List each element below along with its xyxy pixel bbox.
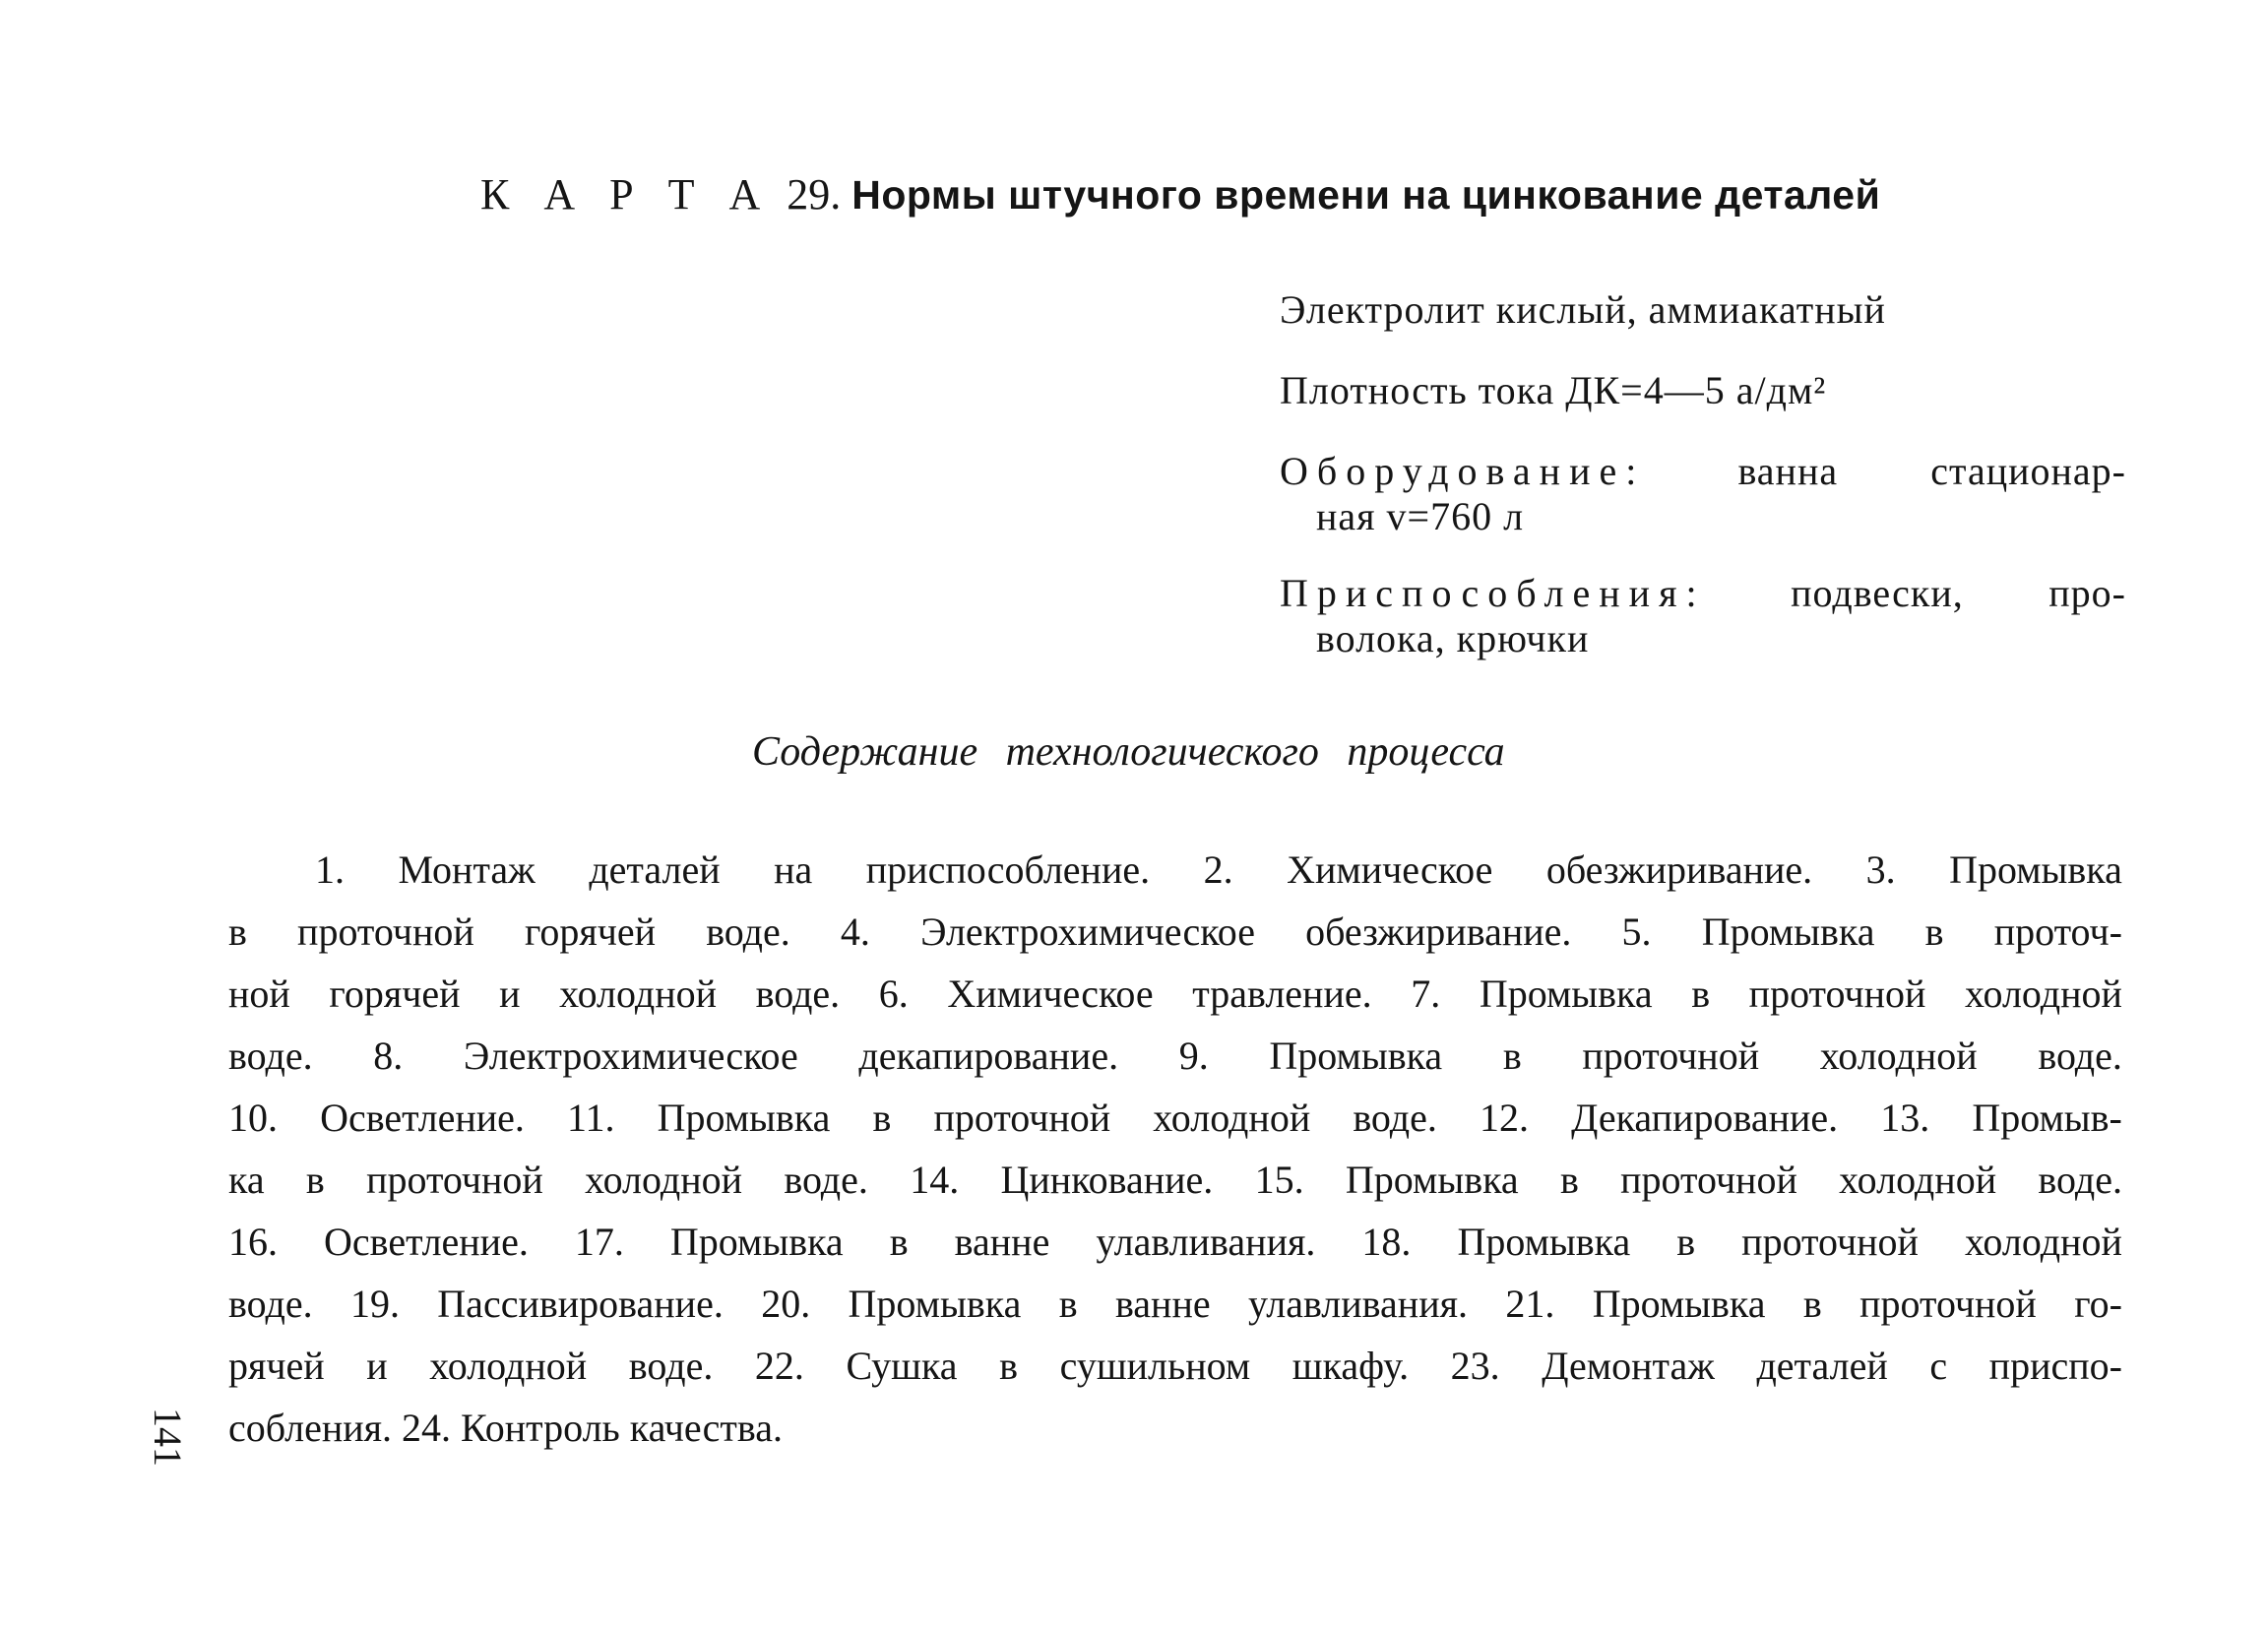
process-word: 1. (315, 847, 345, 892)
process-line (228, 1211, 2122, 1273)
process-word: ванне (954, 1220, 1050, 1264)
process-word: го- (2074, 1282, 2122, 1326)
process-word: Промывка (669, 1220, 844, 1264)
process-word: Промывка (1269, 1033, 1443, 1078)
process-word: холодной (429, 1344, 588, 1388)
process-word: проточной (1859, 1282, 2037, 1326)
process-word: Промывка (1345, 1158, 1519, 1202)
process-word: Химическое (947, 971, 1154, 1016)
process-word: проточной (1748, 971, 1926, 1016)
process-word: Промыв- (1972, 1096, 2122, 1140)
process-word: 2. (1203, 847, 1233, 892)
process-word: в (999, 1344, 1019, 1388)
process-word: горячей (329, 971, 461, 1016)
process-word: в (1559, 1158, 1579, 1202)
process-word: Промывка (1479, 971, 1653, 1016)
process-word: 22. (754, 1344, 804, 1388)
process-word: 9. (1178, 1033, 1209, 1078)
process-word: Химическое (1287, 847, 1493, 892)
process-word: воде. (228, 1033, 313, 1078)
process-word: воде. (784, 1158, 868, 1202)
process-word: Осветление. (320, 1096, 525, 1140)
process-word: в (228, 909, 247, 954)
spec-fixtures-value-a: подвески, (1791, 571, 1964, 615)
process-word: улавливания. (1096, 1220, 1316, 1264)
process-word: в (1502, 1033, 1522, 1078)
spec-fixtures-value-cont: волока, крючки (1316, 616, 1590, 660)
process-word: 11. (567, 1096, 615, 1140)
process-word: воде. (2038, 1158, 2122, 1202)
process-word: Промывка (1949, 847, 2122, 892)
process-word: Осветление. (324, 1220, 529, 1264)
process-word: Промывка (1457, 1220, 1631, 1264)
process-line (228, 1273, 2122, 1335)
process-word: ной (228, 971, 290, 1016)
process-word: с (1929, 1344, 1948, 1388)
page-number: 141 (146, 1408, 190, 1467)
card-title (480, 165, 1957, 224)
process-word: обезжиривание. (1545, 847, 1813, 892)
card-title-text: Нормы штучного времени на цинкование деталей (851, 172, 1881, 218)
process-word: в (1676, 1220, 1696, 1264)
spec-equipment-label: Оборудование: (1280, 449, 1646, 493)
process-word: 18. (1361, 1220, 1412, 1264)
process-line (228, 839, 2122, 901)
process-paragraph (228, 839, 2122, 1459)
process-word: 20. (761, 1282, 811, 1326)
process-word: в (1691, 971, 1711, 1016)
process-word: Электрохимическое (920, 909, 1255, 954)
process-word: 10. (228, 1096, 278, 1140)
spec-equipment-value-a: ванна (1737, 449, 1839, 493)
process-line (228, 901, 2122, 963)
spec-fixtures-value-b: про- (2048, 571, 2126, 615)
process-word: приспо- (1988, 1344, 2122, 1388)
process-line (228, 1087, 2122, 1149)
process-word: 23. (1450, 1344, 1500, 1388)
process-line: собления. 24. Контроль качества. (228, 1406, 783, 1450)
process-word: 13. (1880, 1096, 1930, 1140)
process-word: горячей (524, 909, 657, 954)
process-word: 6. (878, 971, 909, 1016)
process-word: Цинкование. (1000, 1158, 1214, 1202)
process-word: 14. (910, 1158, 960, 1202)
process-word: воде. (2038, 1033, 2122, 1078)
process-word: проточ- (1993, 909, 2122, 954)
spec-equipment-row (1280, 449, 2126, 494)
process-word: 12. (1479, 1096, 1529, 1140)
process-word: в (1058, 1282, 1078, 1326)
process-word: Демонтаж (1542, 1344, 1715, 1388)
spec-equipment-value-b: стационар- (1930, 449, 2126, 493)
spec-fixtures (1280, 571, 2126, 661)
process-word: 5. (1621, 909, 1652, 954)
process-word: проточной (1741, 1220, 1919, 1264)
process-word: в (1802, 1282, 1822, 1326)
process-heading: Содержание технологического процесса (752, 729, 1505, 775)
process-word: в (305, 1158, 325, 1202)
process-word: 3. (1865, 847, 1896, 892)
process-word: в (1924, 909, 1944, 954)
process-word: шкафу. (1292, 1344, 1410, 1388)
process-line (228, 1149, 2122, 1211)
spec-current-density-text: Плотность тока ДК=4—5 а/дм² (1280, 368, 1827, 412)
process-word: Промывка (657, 1096, 831, 1140)
process-word: обезжиривание. (1305, 909, 1572, 954)
process-word: Промывка (1701, 909, 1875, 954)
process-word: 21. (1505, 1282, 1555, 1326)
card-number: 29. (787, 170, 842, 219)
spec-current-density (1280, 368, 2126, 413)
process-word: холодной (1819, 1033, 1978, 1078)
process-word: холодной (585, 1158, 743, 1202)
process-line (228, 1025, 2122, 1087)
process-word: холодной (1839, 1158, 1997, 1202)
spec-electrolyte (1280, 287, 2126, 333)
process-word: в (872, 1096, 892, 1140)
process-word: 17. (574, 1220, 624, 1264)
process-word: улавливания. (1247, 1282, 1468, 1326)
process-word: Электрохимическое (463, 1033, 798, 1078)
process-line (228, 1335, 2122, 1397)
process-word: проточной (366, 1158, 543, 1202)
process-word: воде. (1353, 1096, 1437, 1140)
process-line (228, 963, 2122, 1025)
process-word: Промывка (1592, 1282, 1766, 1326)
spec-equipment-value-cont: ная v=760 л (1316, 494, 1525, 538)
card-title-prefix: К А Р Т А (480, 170, 773, 219)
spec-fixtures-row (1280, 571, 2126, 616)
process-word: Промывка (848, 1282, 1022, 1326)
process-word: проточной (933, 1096, 1111, 1140)
process-word: воде. (755, 971, 841, 1016)
process-word: Пассивирование. (437, 1282, 724, 1326)
process-word: Декапирование. (1571, 1096, 1839, 1140)
process-word: холодной (559, 971, 718, 1016)
process-word: в (889, 1220, 909, 1264)
spec-electrolyte-text: Электролит кислый, аммиакатный (1280, 287, 1886, 332)
spec-equipment (1280, 449, 2126, 539)
process-word: 15. (1254, 1158, 1304, 1202)
process-word: воде. (628, 1344, 714, 1388)
process-word: рячей (228, 1344, 325, 1388)
process-word: холодной (1153, 1096, 1311, 1140)
process-word: ванне (1114, 1282, 1211, 1326)
spec-fixtures-label: Приспособления: (1280, 571, 1706, 615)
process-word: приспособление. (865, 847, 1151, 892)
process-word: проточной (297, 909, 474, 954)
process-word: травление. (1192, 971, 1372, 1016)
process-word: 7. (1411, 971, 1441, 1016)
process-word: сушильном (1059, 1344, 1251, 1388)
process-word: на (774, 847, 813, 892)
process-word: 19. (349, 1282, 400, 1326)
process-word: Монтаж (398, 847, 536, 892)
process-word: ка (228, 1158, 265, 1202)
process-word: 4. (840, 909, 870, 954)
process-word: холодной (1965, 971, 2122, 1016)
process-word: воде. (228, 1282, 313, 1326)
process-word: воде. (706, 909, 790, 954)
process-word: проточной (1582, 1033, 1760, 1078)
process-word: и (499, 971, 521, 1016)
process-word: Сушка (846, 1344, 958, 1388)
process-word: холодной (1964, 1220, 2122, 1264)
process-word: деталей (1756, 1344, 1888, 1388)
process-word: декапирование. (858, 1033, 1119, 1078)
process-word: деталей (589, 847, 721, 892)
process-word: 16. (228, 1220, 278, 1264)
process-word: проточной (1620, 1158, 1797, 1202)
process-word: 8. (373, 1033, 404, 1078)
process-word: и (366, 1344, 388, 1388)
